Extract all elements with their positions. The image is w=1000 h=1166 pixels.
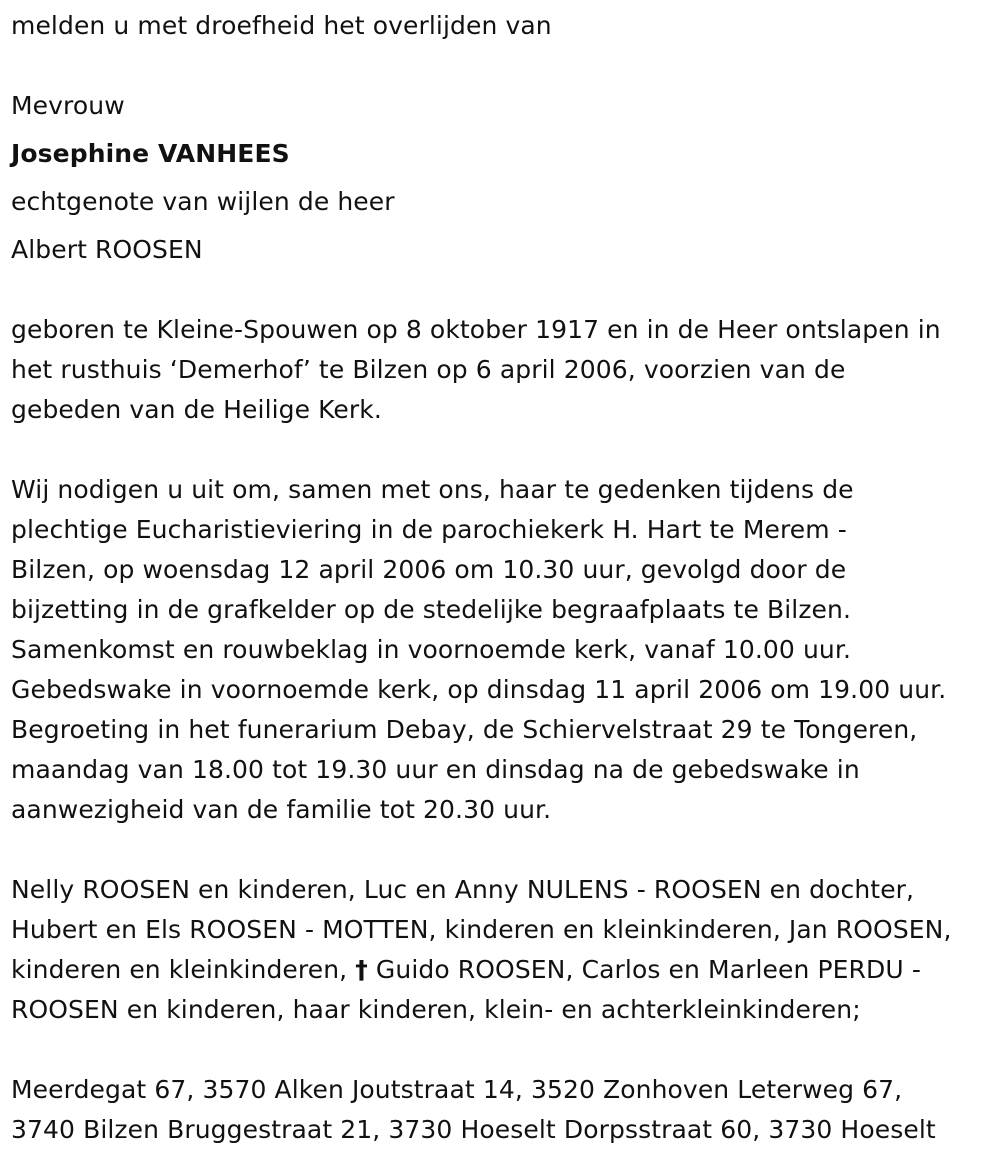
ceremony-line: aanwezigheid van de familie tot 20.30 uur. — [11, 795, 552, 824]
spouse-name: Albert ROOSEN — [11, 235, 203, 264]
birth-line: het rusthuis ‘Demerhof’ te Bilzen op 6 april 2006, voorzien van de — [11, 355, 846, 384]
salutation: Mevrouw — [11, 91, 125, 120]
intro-text: melden u met droefheid het overlijden van — [11, 11, 552, 40]
family-line-part: kinderen en kleinkinderen, — [11, 955, 348, 984]
address-line: Meerdegat 67, 3570 Alken Joutstraat 14, 3520 Zonhoven Leterweg 67, — [11, 1075, 903, 1104]
ceremony-line: Gebedswake in voornoemde kerk, op dinsdag 11 april 2006 om 19.00 uur. — [11, 675, 947, 704]
birth-line: geboren te Kleine-Spouwen op 8 oktober 1917 en in de Heer ontslapen in — [11, 315, 941, 344]
family-line — [11, 950, 921, 990]
family-line: Hubert en Els ROOSEN - MOTTEN, kinderen en kleinkinderen, Jan ROOSEN, — [11, 915, 952, 944]
address-line: 3740 Bilzen Bruggestraat 21, 3730 Hoeselt Dorpsstraat 60, 3730 Hoeselt — [11, 1115, 936, 1144]
ceremony-line: Wij nodigen u uit om, samen met ons, haar te gedenken tijdens de — [11, 475, 854, 504]
ceremony-line: Bilzen, op woensdag 12 april 2006 om 10.30 uur, gevolgd door de — [11, 555, 847, 584]
ceremony-line: maandag van 18.00 tot 19.30 uur en dinsdag na de gebedswake in — [11, 755, 860, 784]
family-line: Nelly ROOSEN en kinderen, Luc en Anny NULENS - ROOSEN en dochter, — [11, 875, 915, 904]
birth-line: gebeden van de Heilige Kerk. — [11, 395, 382, 424]
ceremony-line: bijzetting in de grafkelder op de stedelijke begraafplaats te Bilzen. — [11, 595, 852, 624]
family-line: ROOSEN en kinderen, haar kinderen, klein- en achterkleinkinderen; — [11, 995, 861, 1024]
ceremony-line: Samenkomst en rouwbeklag in voornoemde kerk, vanaf 10.00 uur. — [11, 635, 851, 664]
family-line-part: Guido ROOSEN, Carlos en Marleen PERDU - — [375, 955, 921, 984]
spouse-intro: echtgenote van wijlen de heer — [11, 187, 395, 216]
cross-icon: † — [355, 955, 368, 984]
ceremony-line: Begroeting in het funerarium Debay, de Schiervelstraat 29 te Tongeren, — [11, 715, 918, 744]
deceased-name: Josephine VANHEES — [11, 139, 290, 168]
ceremony-line: plechtige Eucharistieviering in de parochiekerk H. Hart te Merem - — [11, 515, 847, 544]
